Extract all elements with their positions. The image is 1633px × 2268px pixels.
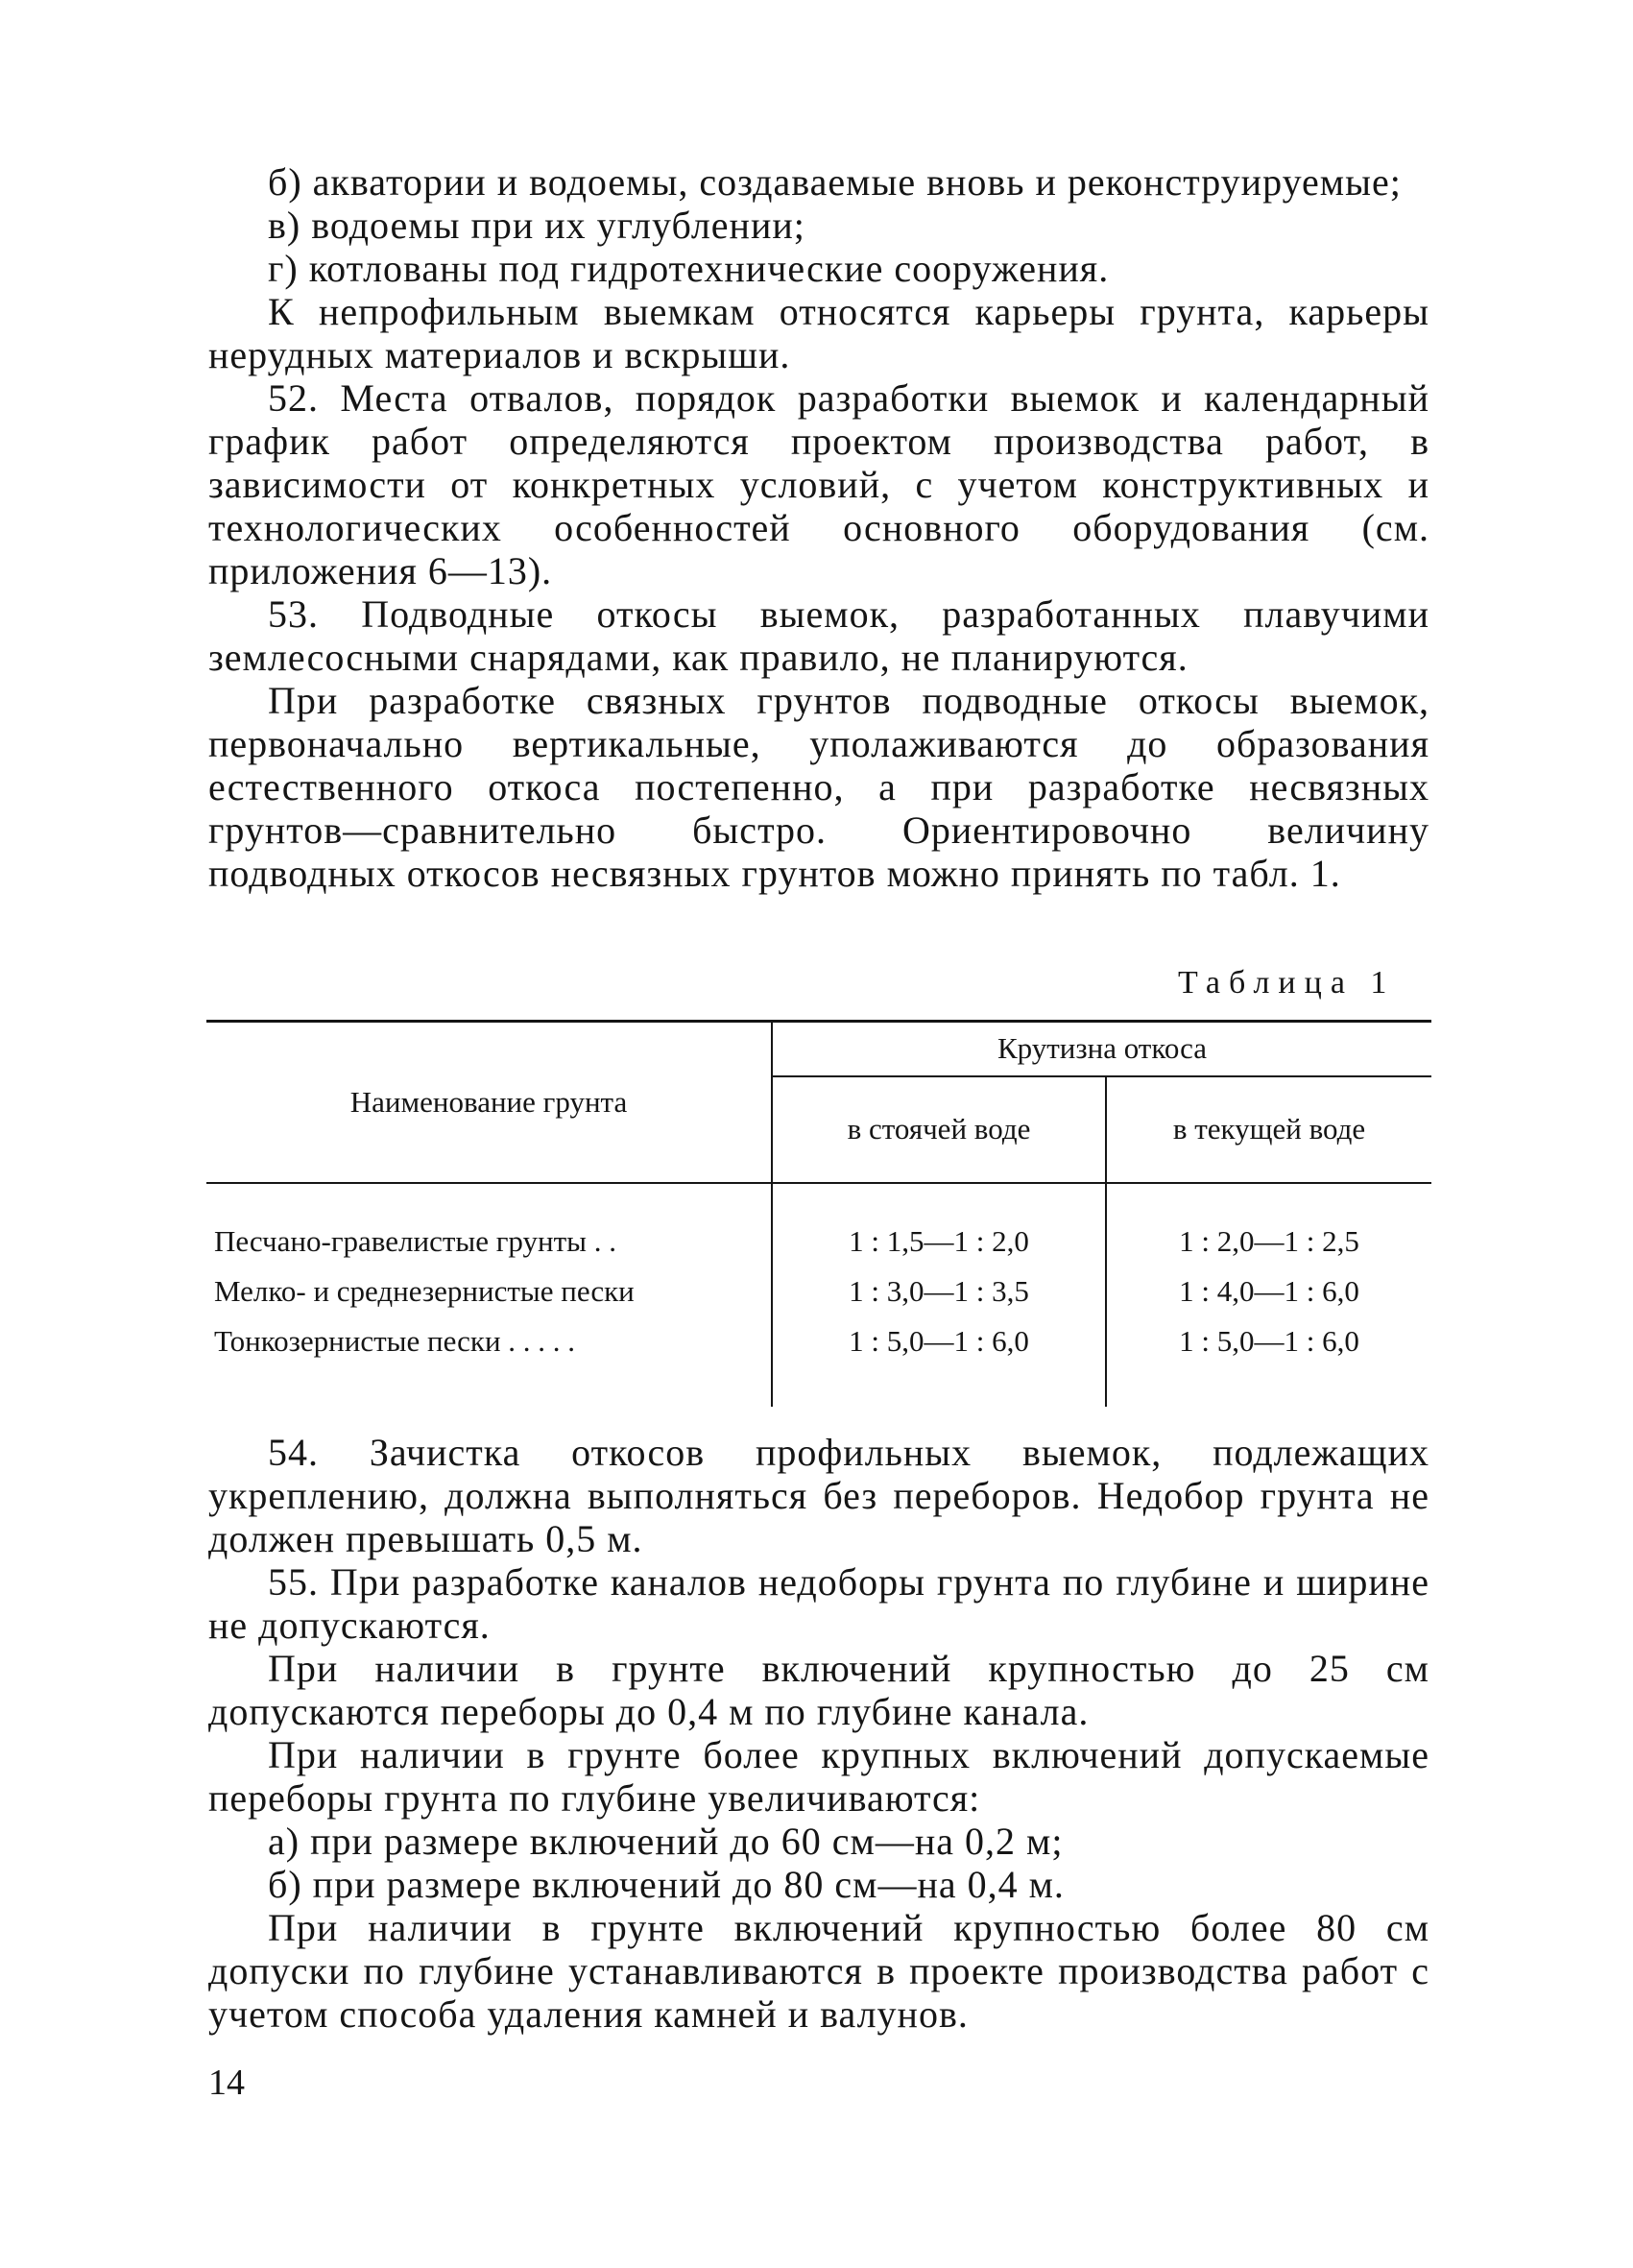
header-flowing-water: в текущей воде — [1106, 1076, 1431, 1183]
header-slope-group: Крутизна откоса — [772, 1022, 1431, 1076]
slope-flowing: 1 : 5,0—1 : 6,0 — [1179, 1324, 1359, 1358]
slope-flowing: 1 : 4,0—1 : 6,0 — [1179, 1274, 1359, 1308]
paragraph-52: 52. Места отвалов, порядок разработки выемок и календарный график работ определяются проектом производства работ, в зависимости от конкретных условий, с учетом конструктивных и технологических особенностей основного оборудования (см. приложения 6—13). — [208, 376, 1429, 592]
text-block-bottom — [208, 1431, 1429, 2036]
paragraph-53: 53. Подводные откосы выемок, разработанных плавучими землесосными снарядами, как правило, не планируются. — [208, 592, 1429, 679]
slope-still: 1 : 5,0—1 : 6,0 — [772, 1316, 1106, 1407]
slope-still: 1 : 1,5—1 : 2,0 — [772, 1183, 1106, 1267]
soil-name: Песчано-гравелистые грунты . . — [206, 1183, 772, 1267]
table-caption: Таблица 1 — [1178, 965, 1396, 1001]
header-still-water: в стоячей воде — [772, 1076, 1106, 1183]
paragraph: К непрофильным выемкам относятся карьеры грунта, карьеры нерудных материалов и вскрыши. — [208, 290, 1429, 376]
paragraph: а) при размере включений до 60 см—на 0,2 м; — [268, 1820, 1064, 1863]
paragraph-54: 54. Зачистка откосов профильных выемок, подлежащих укреплению, должна выполняться без переборов. Недобор грунта не должен превышать 0,5 м. — [208, 1431, 1429, 1560]
paragraph: в) водоемы при их углублении; — [268, 204, 805, 247]
slope-flowing: 1 : 2,0—1 : 2,5 — [1179, 1224, 1359, 1258]
paragraph: При наличии в грунте включений крупностью до 25 см допускаются переборы до 0,4 м по глубине канала. — [208, 1647, 1429, 1733]
table-header-row — [206, 1022, 1431, 1076]
table-row — [206, 1267, 1431, 1316]
paragraph: б) при размере включений до 80 см—на 0,4 м. — [268, 1863, 1065, 1906]
paragraph: При наличии в грунте включений крупностью более 80 см допуски по глубине устанавливаются в проекте производства работ с учетом способа удаления камней и валунов. — [208, 1906, 1429, 2036]
table-row — [206, 1183, 1431, 1267]
paragraph-55: 55. При разработке каналов недоборы грунта по глубине и ширине не допускаются. — [208, 1560, 1429, 1647]
paragraph: г) котлованы под гидротехнические сооружения. — [268, 247, 1110, 290]
slope-still: 1 : 3,0—1 : 3,5 — [772, 1267, 1106, 1316]
slope-table — [206, 1020, 1431, 1407]
paragraph: При наличии в грунте более крупных включений допускаемые переборы грунта по глубине увеличиваются: — [208, 1733, 1429, 1820]
page-number: 14 — [208, 2063, 245, 2103]
table-row — [206, 1316, 1431, 1407]
header-soil-name: Наименование грунта — [206, 1022, 772, 1184]
paragraph: При разработке связных грунтов подводные откосы выемок, первоначально вертикальные, уполаживаются до образования естественного откоса постепенно, а при разработке несвязных грунтов—сравнительно быстро. Ориентировочно величину подводных откосов несвязных грунтов можно принять по табл. 1. — [208, 679, 1429, 895]
text-block-top — [208, 160, 1429, 895]
soil-name: Тонкозернистые пески . . . . . — [206, 1316, 772, 1407]
soil-name: Мелко- и среднезернистые пески — [206, 1267, 772, 1316]
paragraph: б) акватории и водоемы, создаваемые вновь и реконструируемые; — [268, 160, 1402, 204]
